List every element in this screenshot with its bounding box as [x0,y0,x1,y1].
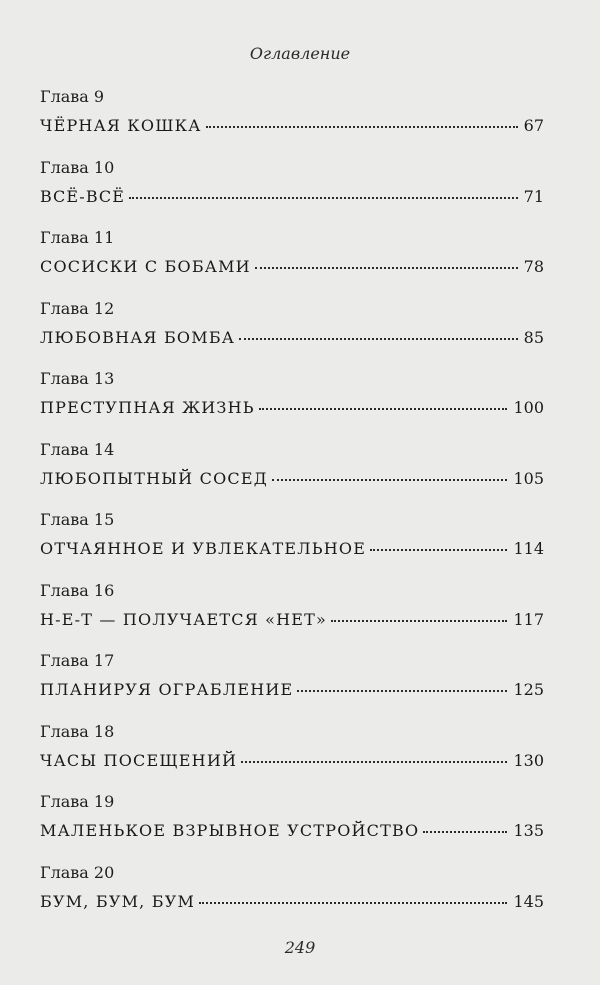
toc-line [40,328,544,348]
page-number: 105 [513,468,544,488]
dot-leader [370,549,507,551]
toc-entry [40,370,544,441]
dot-leader [331,620,507,622]
chapter-label: Глава 12 [40,298,115,318]
toc-line [40,610,544,630]
toc-line [40,257,544,277]
dot-leader [423,831,507,833]
chapter-label: Глава 11 [40,228,115,247]
chapter-title: ЧЁРНАЯ КОШКА [40,116,202,135]
page-number: 135 [513,821,544,840]
chapter-title: ЛЮБОВНАЯ БОМБА [40,327,236,347]
dot-leader [239,338,518,340]
toc-entry [40,864,544,935]
page-number: 114 [513,539,544,558]
chapter-title: ЧАСЫ ПОСЕЩЕНИЙ [40,750,238,770]
page-header: Оглавление [249,44,351,63]
page-number: 100 [513,398,544,417]
toc-line [40,680,544,700]
toc-entry [40,229,544,300]
chapter-title: ПРЕСТУПНАЯ ЖИЗНЬ [40,398,255,417]
toc-line [40,116,544,136]
chapter-title: БУМ, БУМ, БУМ [40,891,196,911]
toc-line [40,469,544,489]
chapter-label: Глава 20 [40,862,115,882]
dot-leader [259,408,508,410]
toc-line [40,821,544,841]
chapter-title: ЛЮБОПЫТНЫЙ СОСЕД [40,468,268,488]
dot-leader [297,690,507,692]
toc-line [40,187,544,207]
toc-entry [40,582,544,653]
chapter-title: ПЛАНИРУЯ ОГРАБЛЕНИЕ [40,680,294,699]
chapter-title: ОТЧАЯННОЕ И УВЛЕКАТЕЛЬНОЕ [40,539,367,558]
toc-line [40,892,544,912]
chapter-title: ВСЁ-ВСЁ [40,186,126,206]
page-number: 145 [513,891,544,911]
dot-leader [129,197,517,199]
page-number: 85 [523,327,544,347]
chapter-label: Глава 18 [40,721,115,741]
chapter-label: Глава 14 [40,439,115,459]
chapter-title: Н-Е-Т — ПОЛУЧАЕТСЯ «НЕТ» [40,609,328,629]
page-number: 117 [513,609,544,629]
toc-entry [40,652,544,723]
chapter-label: Глава 10 [40,157,115,177]
dot-leader [199,902,507,904]
dot-leader [206,126,518,128]
chapter-title: МАЛЕНЬКОЕ ВЗРЫВНОЕ УСТРОЙСТВО [40,821,420,840]
dot-leader [241,761,507,763]
toc-line [40,398,544,418]
toc-entry [40,88,544,159]
page-number: 71 [523,186,544,206]
toc-entry [40,511,544,582]
chapter-label: Глава 15 [40,510,115,529]
dot-leader [255,267,518,269]
chapter-label: Глава 19 [40,792,115,811]
chapter-label: Глава 17 [40,651,115,670]
chapter-label: Глава 13 [40,369,115,388]
dot-leader [272,479,508,481]
chapter-title: СОСИСКИ С БОБАМИ [40,257,251,276]
page-number: 78 [523,257,544,276]
toc-entry [40,159,544,230]
chapter-label: Глава 16 [40,580,115,600]
toc-line [40,539,544,559]
toc-entry [40,793,544,864]
chapter-label: Глава 9 [40,87,105,106]
toc-entry [40,441,544,512]
toc-entry [40,723,544,794]
table-of-contents [40,88,544,934]
toc-entry [40,300,544,371]
page-number: 130 [513,750,544,770]
page-number: 125 [513,680,544,699]
toc-line [40,751,544,771]
page-number: 67 [523,116,544,135]
page-footer-number: 249 [284,938,316,957]
